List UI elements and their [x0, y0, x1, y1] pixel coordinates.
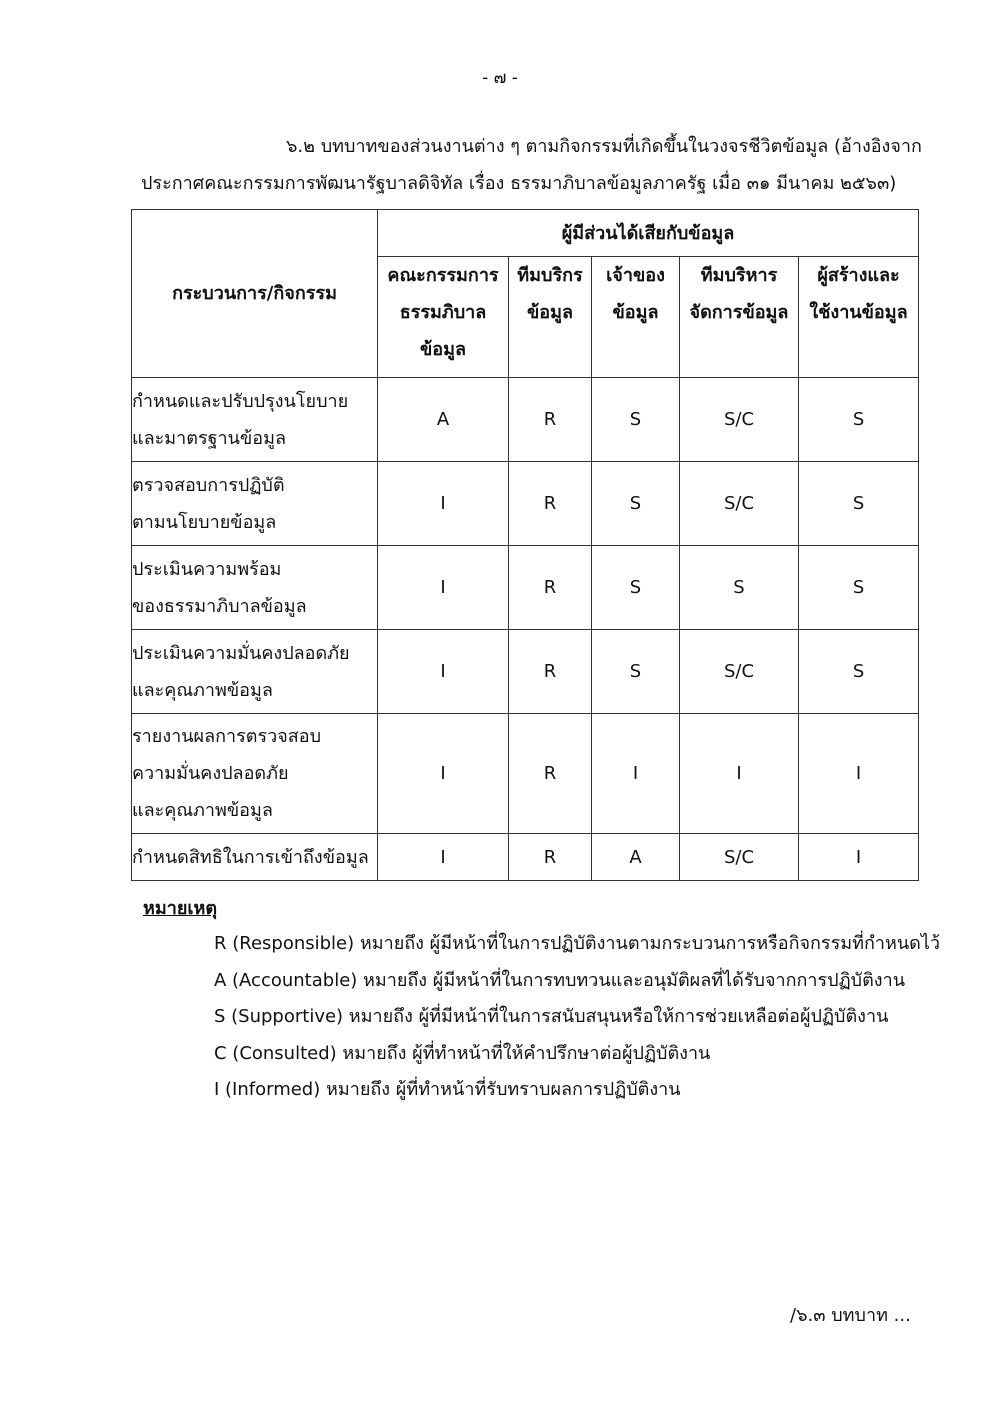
process-cell: กำหนดสิทธิในการเข้าถึงข้อมูล	[132, 834, 378, 881]
raci-cell: S/C	[680, 462, 799, 546]
table-row	[132, 546, 919, 630]
process-header: กระบวนการ/กิจกรรม	[132, 210, 378, 378]
table-row	[132, 834, 919, 881]
column-header-data-management-team: ทีมบริหาร จัดการข้อมูล	[680, 257, 799, 378]
raci-cell: I	[592, 714, 680, 834]
table-row	[132, 462, 919, 546]
remarks-list	[214, 926, 940, 1109]
raci-cell: A	[592, 834, 680, 881]
raci-cell: I	[378, 546, 509, 630]
raci-cell: S	[592, 378, 680, 462]
process-cell: ประเมินความมั่นคงปลอดภัย และคุณภาพข้อมูล	[132, 630, 378, 714]
process-cell: รายงานผลการตรวจสอบ ความมั่นคงปลอดภัย และคุณภาพข้อมูล	[132, 714, 378, 834]
raci-cell: A	[378, 378, 509, 462]
raci-cell: R	[509, 378, 592, 462]
raci-cell: R	[509, 546, 592, 630]
raci-cell: S	[592, 462, 680, 546]
raci-cell: I	[799, 834, 919, 881]
raci-cell: S	[592, 546, 680, 630]
remark-consulted: C (Consulted) หมายถึง ผู้ที่ทำหน้าที่ให้คำปรึกษาต่อผู้ปฏิบัติงาน	[214, 1042, 711, 1064]
raci-cell: S	[799, 378, 919, 462]
remark-accountable: A (Accountable) หมายถึง ผู้มีหน้าที่ในการทบทวนและอนุมัติผลที่ได้รับจากการปฏิบัติงาน	[214, 969, 905, 991]
column-header-governance-committee: คณะกรรมการ ธรรมภิบาล ข้อมูล	[378, 257, 509, 378]
intro-line-2: ประกาศคณะกรรมการพัฒนารัฐบาลดิจิทัล เรื่อง ธรรมาภิบาลข้อมูลภาครัฐ เมื่อ ๓๑ มีนาคม ๒๕๖๓)	[141, 173, 897, 194]
raci-cell: I	[378, 834, 509, 881]
intro-paragraph	[141, 128, 922, 202]
column-header-data-creators-users: ผู้สร้างและ ใช้งานข้อมูล	[799, 257, 919, 378]
process-cell: กำหนดและปรับปรุงนโยบาย และมาตรฐานข้อมูล	[132, 378, 378, 462]
remark-responsible: R (Responsible) หมายถึง ผู้มีหน้าที่ในการปฏิบัติงานตามกระบวนการหรือกิจกรรมที่กำหนดไว้	[214, 933, 941, 954]
column-header-data-steward-team: ทีมบริกร ข้อมูล	[509, 257, 592, 378]
table-row	[132, 630, 919, 714]
continuation-reference: /๖.๓ บทบาท ...	[790, 1305, 911, 1326]
remark-informed: I (Informed) หมายถึง ผู้ที่ทำหน้าที่รับทราบผลการปฏิบัติงาน	[214, 1079, 681, 1100]
remark-supportive: S (Supportive) หมายถึง ผู้ที่มีหน้าที่ในการสนับสนุนหรือให้การช่วยเหลือต่อผู้ปฏิบัติงาน	[214, 1006, 889, 1027]
process-cell: ประเมินความพร้อม ของธรรมาภิบาลข้อมูล	[132, 546, 378, 630]
raci-cell: I	[378, 630, 509, 714]
raci-cell: S/C	[680, 834, 799, 881]
table-row	[132, 714, 919, 834]
raci-cell: S	[799, 546, 919, 630]
raci-cell: I	[799, 714, 919, 834]
raci-cell: I	[680, 714, 799, 834]
raci-cell: S/C	[680, 630, 799, 714]
raci-table	[131, 209, 919, 881]
page-number: - ๗ -	[482, 68, 518, 88]
raci-cell: R	[509, 462, 592, 546]
raci-cell: S	[680, 546, 799, 630]
raci-cell: S	[799, 630, 919, 714]
raci-cell: R	[509, 714, 592, 834]
intro-line-1: ๖.๒ บทบาทของส่วนงานต่าง ๆ ตามกิจกรรมที่เกิดขึ้นในวงจรชีวิตข้อมูล (อ้างอิงจาก	[286, 136, 922, 157]
raci-cell: S/C	[680, 378, 799, 462]
raci-cell: I	[378, 462, 509, 546]
table-row	[132, 378, 919, 462]
stakeholder-header: ผู้มีส่วนได้เสียกับข้อมูล	[378, 210, 919, 257]
raci-cell: S	[592, 630, 680, 714]
process-cell: ตรวจสอบการปฏิบัติ ตามนโยบายข้อมูล	[132, 462, 378, 546]
column-header-data-owner: เจ้าของ ข้อมูล	[592, 257, 680, 378]
remarks-title: หมายเหตุ	[143, 898, 218, 919]
raci-cell: S	[799, 462, 919, 546]
raci-cell: I	[378, 714, 509, 834]
raci-cell: R	[509, 834, 592, 881]
raci-cell: R	[509, 630, 592, 714]
